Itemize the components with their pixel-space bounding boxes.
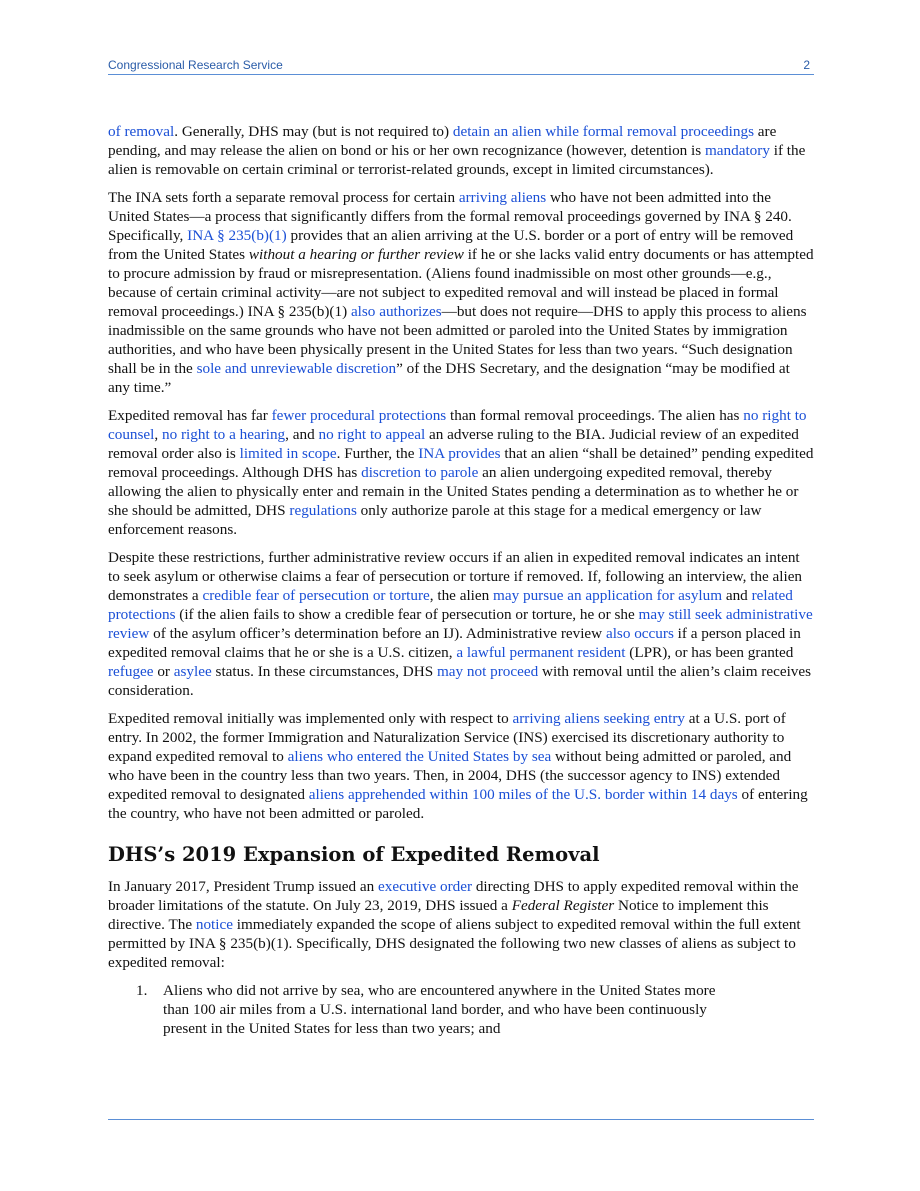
footer-rule bbox=[108, 1119, 814, 1120]
citation-link[interactable]: no right to appeal bbox=[318, 426, 426, 443]
text-run: than formal removal proceedings. The alien has bbox=[446, 407, 744, 424]
list-item bbox=[108, 981, 728, 1038]
citation-link[interactable]: may still seek administrative review bbox=[108, 606, 813, 642]
text-run: if the alien is removable on certain criminal or terrorist-related grounds, except in limited circumstances). bbox=[108, 142, 806, 178]
citation-link[interactable]: limited in scope bbox=[239, 445, 337, 462]
citation-link[interactable]: notice bbox=[195, 916, 233, 933]
citation-link[interactable]: sole and unreviewable discretion bbox=[196, 360, 397, 377]
citation-link[interactable]: aliens apprehended within 100 miles of the U.S. border within 14 days bbox=[308, 786, 738, 803]
header-rule bbox=[108, 74, 814, 75]
paragraph bbox=[108, 122, 814, 179]
text-run: with removal until the alien’s claim receives consideration. bbox=[108, 663, 812, 699]
text-run: or bbox=[153, 663, 174, 680]
text-run: of the asylum officer’s determination before an IJ). Administrative review bbox=[149, 625, 606, 642]
citation-link[interactable]: INA § 235(b)(1) bbox=[187, 227, 287, 244]
paragraph bbox=[108, 406, 814, 539]
citation-link[interactable]: arriving aliens seeking entry bbox=[512, 710, 685, 727]
paragraph bbox=[108, 709, 814, 823]
paragraph bbox=[108, 188, 814, 397]
text-run: Despite these restrictions, further administrative review occurs if an alien in expedited removal indicates an intent to seek asylum or otherwise claims a fear of persecution or torture if removed. If, following an interview, the alien demonstrates a bbox=[108, 549, 803, 604]
citation-link[interactable]: a lawful permanent resident bbox=[456, 644, 626, 661]
list-item-text: Aliens who did not arrive by sea, who are encountered anywhere in the United States more than 100 air miles from a U.S. international land border, and who have been continuously present in the United States for less than two years; and bbox=[163, 982, 716, 1037]
citation-link[interactable]: INA provides bbox=[418, 445, 501, 462]
text-run: of entering the country, who have not been admitted or paroled. bbox=[108, 786, 808, 822]
citation-link[interactable]: executive order bbox=[378, 878, 473, 895]
text-run: that an alien “shall be detained” pending expedited removal proceedings. Although DHS has bbox=[108, 445, 814, 481]
text-run: Expedited removal has far bbox=[108, 407, 272, 424]
text-run: Expedited removal initially was implemented only with respect to bbox=[108, 710, 513, 727]
text-run: who have not been admitted into the United States—a process that significantly differs from the formal removal proceedings governed by INA § 240. Specifically, bbox=[108, 189, 792, 244]
citation-link[interactable]: detain an alien while formal removal proceedings bbox=[452, 123, 754, 140]
text-run: without being admitted or paroled, and who have been in the country less than two years. Then, in 2004, DHS (the successor agency to INS) extended expedited removal to designated bbox=[108, 748, 792, 803]
citation-link[interactable]: mandatory bbox=[704, 142, 770, 159]
citation-link[interactable]: refugee bbox=[108, 663, 154, 680]
text-run: (if the alien fails to show a credible fear of persecution or torture, he or she bbox=[175, 606, 639, 623]
text-run: are pending, and may release the alien on bond or his or her own recognizance (however, detention is bbox=[108, 123, 777, 159]
text-run: Notice to implement this directive. The bbox=[108, 897, 769, 933]
text-run: (LPR), or has been granted bbox=[625, 644, 794, 661]
text-run: an adverse ruling to the BIA. Judicial review of an expedited removal order also is bbox=[108, 426, 799, 462]
citation-link[interactable]: asylee bbox=[173, 663, 212, 680]
body-paragraphs bbox=[108, 122, 814, 823]
section-heading: DHS’s 2019 Expansion of Expedited Removal bbox=[108, 843, 600, 866]
text-run: at a U.S. port of entry. In 2002, the former Immigration and Naturalization Service (INS) exercised its discretionary authority to expand expedited removal to bbox=[108, 710, 786, 765]
text-run: an alien undergoing expedited removal, thereby allowing the alien to physically enter and remain in the United States pending a determination as to whether he or she should be admitted, DHS bbox=[108, 464, 799, 519]
citation-link[interactable]: fewer procedural protections bbox=[271, 407, 447, 424]
citation-link[interactable]: no right to a hearing bbox=[162, 426, 286, 443]
text-run: if he or she lacks valid entry documents or has attempted to procure admission by fraud or misrepresentation. (Aliens found inadmissible on most other grounds—e.g., because of certain criminal activity—are not subject to expedited removal and will instead be placed in formal removal proceedings.) INA § 235(b)(1) bbox=[108, 246, 814, 320]
paragraph bbox=[108, 877, 814, 972]
citation-link[interactable]: arriving aliens bbox=[458, 189, 547, 206]
text-run: immediately expanded the scope of aliens subject to expedited removal within the full extent permitted by INA § 235(b)(1). Specifically, DHS designated the following two new classes of aliens as subject to expedited removal: bbox=[108, 916, 801, 971]
text-run: The INA sets forth a separate removal process for certain bbox=[108, 189, 459, 206]
italic-text: Federal Register bbox=[511, 897, 615, 914]
text-run: In January 2017, President Trump issued an bbox=[108, 878, 378, 895]
list-item-number: 1. bbox=[136, 982, 148, 999]
text-run: . Further, the bbox=[336, 445, 419, 462]
text-run: provides that an alien arriving at the U.S. border or a port of entry will be removed from the United States bbox=[108, 227, 794, 263]
text-run: only authorize parole at this stage for a medical emergency or law enforcement reasons. bbox=[108, 502, 762, 538]
text-run: , the alien bbox=[429, 587, 494, 604]
text-run: if a person placed in expedited removal claims that he or she is a U.S. citizen, bbox=[108, 625, 801, 661]
citation-link[interactable]: may pursue an application for asylum bbox=[493, 587, 723, 604]
text-run: and bbox=[722, 587, 752, 604]
citation-link[interactable]: no right to counsel bbox=[108, 407, 807, 443]
citation-link[interactable]: may not proceed bbox=[436, 663, 539, 680]
citation-link[interactable]: discretion to parole bbox=[361, 464, 479, 481]
header-organization: Congressional Research Service bbox=[108, 58, 283, 72]
citation-link[interactable]: also authorizes bbox=[350, 303, 442, 320]
citation-link[interactable]: regulations bbox=[289, 502, 357, 519]
citation-link[interactable]: credible fear of persecution or torture bbox=[202, 587, 430, 604]
numbered-list bbox=[108, 981, 814, 1038]
paragraph bbox=[108, 548, 814, 700]
text-run: directing DHS to apply expedited removal within the broader limitations of the statute. On July 23, 2019, DHS issued a bbox=[108, 878, 799, 914]
citation-link[interactable]: also occurs bbox=[605, 625, 674, 642]
text-run: status. In these circumstances, DHS bbox=[211, 663, 437, 680]
text-run: , and bbox=[285, 426, 319, 443]
document-body bbox=[108, 122, 814, 1038]
text-run: , bbox=[154, 426, 162, 443]
text-run: —but does not require—DHS to apply this process to aliens inadmissible on the same grounds who have not been admitted or paroled into the United States by immigration authorities, and who have been physically present in the United States for less than two years. “Such designation shall be in the bbox=[108, 303, 807, 377]
page-number: 2 bbox=[803, 58, 810, 72]
italic-text: without a hearing or further review bbox=[248, 246, 464, 263]
text-run: ” of the DHS Secretary, and the designation “may be modified at any time.” bbox=[108, 360, 790, 396]
section-paragraphs bbox=[108, 877, 814, 972]
text-run: . Generally, DHS may (but is not required to) bbox=[174, 123, 453, 140]
citation-link[interactable]: of removal bbox=[108, 123, 175, 140]
citation-link[interactable]: aliens who entered the United States by sea bbox=[287, 748, 552, 765]
citation-link[interactable]: related protections bbox=[108, 587, 793, 623]
